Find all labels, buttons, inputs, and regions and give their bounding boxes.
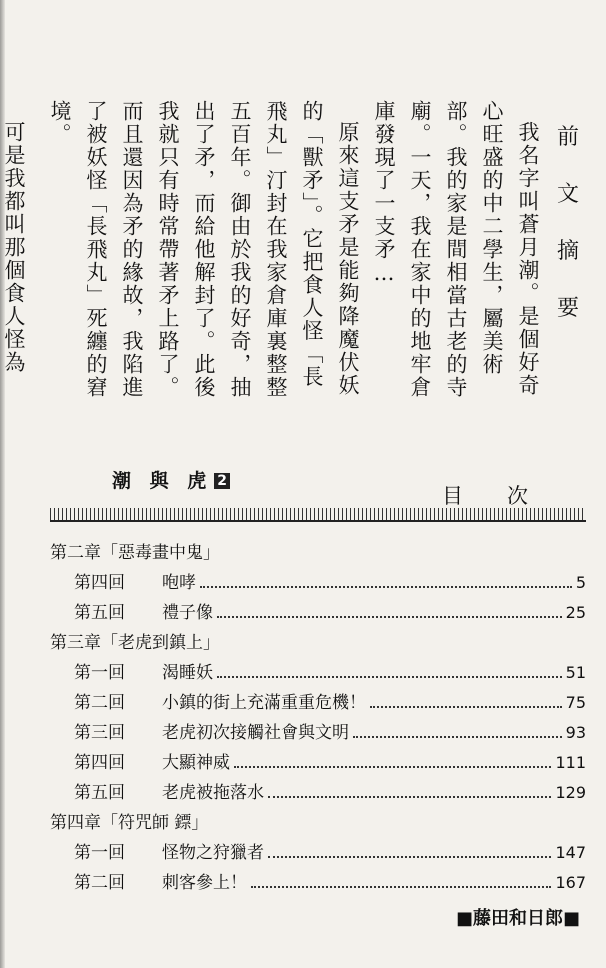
toc-entry-title: 刺客參上！	[162, 873, 247, 893]
toc-chapter: 第三章「老虎到鎮上」	[50, 633, 220, 653]
preface-paragraph: 可是我都叫那個食人怪為	[2, 121, 26, 374]
preface-title-char: 摘	[556, 239, 579, 264]
toc-entry-title: 咆哮	[162, 573, 196, 593]
toc-entry	[50, 718, 586, 748]
toc-entry	[50, 748, 586, 778]
toc-leader-dots	[234, 750, 551, 768]
toc-title: 目次	[442, 484, 572, 508]
toc-leader-dots	[353, 720, 562, 738]
toc-entry	[50, 868, 586, 898]
decorative-ruler	[50, 508, 586, 522]
preface-title	[553, 120, 583, 322]
toc-entry-number: 第五回	[74, 603, 125, 623]
toc-leader-dots	[268, 780, 551, 798]
preface-title-char: 要	[556, 296, 579, 321]
toc-entry-title: 老虎被拖落水	[162, 783, 264, 803]
toc-entry-title: 禮子像	[162, 603, 213, 623]
preface-paragraph: 我名字叫蒼月潮。是個好奇心旺盛的中二學生，屬美術部。我的家是間相當古老的寺廟。一天，我在家中的地牢倉庫發現了一支矛…	[372, 100, 540, 399]
toc-entry-title: 大顯神威	[162, 753, 230, 773]
toc-chapter: 第四章「符咒師 鏢」	[50, 813, 209, 833]
toc-chapter: 第二章「惡毒畫中鬼」	[50, 543, 220, 563]
toc-entry-page: 75	[565, 693, 586, 712]
toc-entry-number: 第一回	[74, 843, 125, 863]
series-title	[112, 466, 230, 493]
toc-header	[50, 466, 586, 508]
toc-entry	[50, 598, 586, 628]
toc-entry-number: 第二回	[74, 873, 125, 893]
toc-entry-title: 怪物之狩獵者	[162, 843, 264, 863]
volume-badge: 2	[214, 473, 230, 489]
toc-leader-dots	[370, 690, 562, 708]
preface-paragraph: 原來這支矛是能夠降魔伏妖的「獸矛」。它把食人怪「長飛丸」汀封在我家倉庫裏整整五百年。御由於我的好奇，抽出了矛，而給他解封了。此後我就只有時常帶著矛上路了。而且還因為矛的緣故，我陷進了被妖怪「長飛丸」死纏的窘境。	[48, 100, 360, 399]
toc-entry-page: 25	[565, 603, 586, 622]
toc-entry	[50, 568, 586, 598]
toc-entry-number: 第二回	[74, 693, 125, 713]
toc-leader-dots	[217, 660, 562, 678]
toc-entry	[50, 658, 586, 688]
toc-entry	[50, 838, 586, 868]
preface-title-char: 前	[556, 125, 579, 150]
toc-entry-title: 小鎮的街上充滿重重危機！	[162, 693, 366, 713]
toc-entry-number: 第一回	[74, 663, 125, 683]
toc-leader-dots	[251, 870, 551, 888]
preface-body	[0, 100, 546, 400]
author-name: ■藤田和日郎■	[455, 908, 580, 929]
toc-entry-number: 第三回	[74, 723, 125, 743]
preface-title-char: 文	[556, 182, 579, 207]
toc-entry	[50, 688, 586, 718]
toc-entry-page: 167	[555, 873, 586, 892]
toc-leader-dots	[200, 570, 572, 588]
toc-entry-page: 147	[555, 843, 586, 862]
toc-entry-page: 129	[555, 783, 586, 802]
table-of-contents	[50, 538, 586, 898]
toc-entry-number: 第四回	[74, 753, 125, 773]
toc-entry-number: 第五回	[74, 783, 125, 803]
toc-entry-page: 51	[565, 663, 586, 682]
toc-entry-page: 5	[575, 573, 586, 592]
toc-entry-title: 老虎初次接觸社會與文明	[162, 723, 349, 743]
toc-entry-number: 第四回	[74, 573, 125, 593]
toc-entry	[50, 778, 586, 808]
toc-leader-dots	[268, 840, 551, 858]
toc-entry-page: 111	[555, 753, 586, 772]
toc-entry-page: 93	[565, 723, 586, 742]
series-title-text: 潮 與 虎	[112, 470, 213, 492]
toc-entry-title: 渴睡妖	[162, 663, 213, 683]
toc-leader-dots	[217, 600, 562, 618]
